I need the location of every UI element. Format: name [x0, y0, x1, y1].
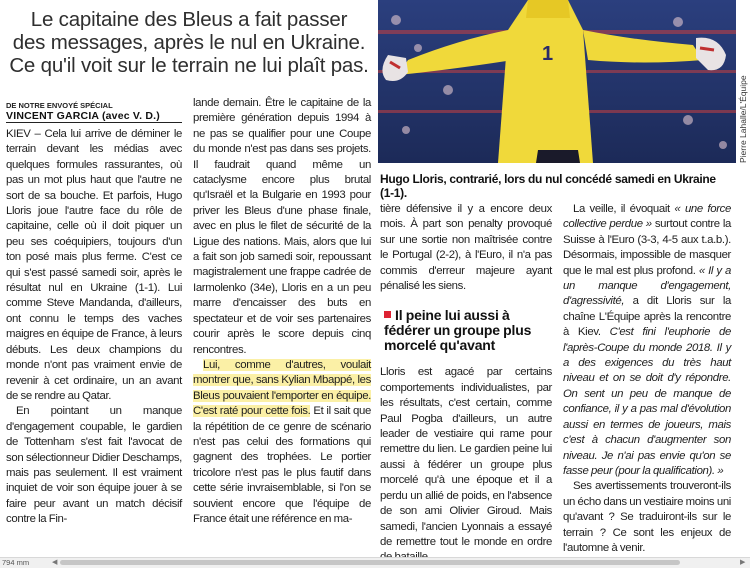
article-column-3	[380, 202, 552, 566]
paragraph: lande demain. Être le capitaine de la première génération depuis 1994 à ne pas se qualifier pour une Coupe du monde n'est pas dans ses projets. Il faudrait quand même un cataclysme encore plus brutal qu'Israël et la Bulgarie en 1993 pour priver les Bleus d'une phase finale, avec en plus le filet de sécurité de la Ligue des nations. Mais, alors que lui a fait son job samedi soir, repoussant magistralement une frappe cadrée de Iarmolenko (34e), Lloris en a un peu marre d'encaisser des buts en spectateur et de voir ses partenaires courir après le score depuis cinq rencontres.	[193, 97, 371, 356]
paragraph	[563, 202, 731, 479]
goalkeeper-image	[378, 0, 736, 163]
photo-caption	[380, 172, 730, 200]
headline-line-1: Le capitaine des Bleus a fait passer	[30, 8, 348, 31]
subheading-text: Il peine lui aussi à fédérer un groupe plus morcelé qu'avant	[384, 307, 532, 354]
headline-line-2: des messages, après le nul en Ukraine.	[12, 31, 366, 54]
caption-text: Hugo Lloris, contrarié, lors du nul concédé samedi en Ukraine (1-1).	[380, 172, 716, 200]
paragraph: Lloris est agacé par certains comportements individualistes, par les résultats, c'est certain, comme Paul Pogba d'ailleurs, un autre leader de vestiaire qui rame pour remettre du lien. Le gardien peine lui aussi à fédérer un groupe plus morcelé qu'à une époque et il a perdu un allié de poids, en l'absence de son ami Olivier Giroud. Mais samedi, l'ancien Lyonnais a essayé de remettre tout le monde en ordre	[380, 366, 552, 548]
byline-rule	[6, 122, 182, 123]
text-run: a dit Lloris sur la chaîne L'Équipe après la rencontre à Kiev.	[563, 295, 731, 339]
scroll-left-icon[interactable]: ◀	[52, 559, 58, 566]
article-column-1	[6, 127, 182, 528]
highlighted-text[interactable]: Lui, comme d'autres, voulait montrer que, sans Kylian Mbappé, les Bleus pouvaient l'emporter en équipe. C'est raté pour cette fois.	[193, 358, 371, 418]
paragraph: En pointant un manque d'engagement coupable, le gardien de Tottenham s'est fait l'avocat de son sélectionneur Didier Deschamps, mais pas seulement. Il est vraiment inquiet de voir son équipe jouer à se faire peur avant un match décisif contre la Fin-	[6, 405, 182, 526]
article-column-2	[193, 96, 371, 527]
byline-label: DE NOTRE ENVOYÉ SPÉCIAL	[6, 101, 113, 110]
subheading	[380, 308, 552, 353]
scroll-right-icon[interactable]: ▶	[740, 559, 746, 566]
article-column-4	[563, 202, 731, 556]
subhead-marker-icon	[384, 311, 391, 318]
paragraph: Ses avertissements trouveront-ils un écho dans un vestiaire moins uni qu'avant ? Se traduiront-ils sur le terrain ? Ce sont les enjeux de l'automne à venir.	[563, 480, 731, 554]
quote: « une force collective perdue »	[563, 203, 732, 231]
headline	[6, 8, 372, 77]
scrollbar-thumb[interactable]	[60, 560, 680, 565]
headline-line-3: Ce qu'il voit sur le terrain ne lui plaît pas.	[9, 54, 369, 77]
paragraph-rest: Et il sait que la répétition de ce genre de scénario n'est pas celui des formations qui gagnent des trophées. Le portier tricolore n'est pas le plus fautif dans cette série invraisemblable, si l'on se souvient encore que l'équipe de France était une référence en ma-	[193, 405, 371, 525]
svg-text:1: 1	[542, 43, 554, 65]
text-run: surtout contre la Suisse à l'Euro (3-3, 4-5 aux t.a.b.). Désormais, impossible de masquer que le mal est plus profond.	[563, 218, 731, 277]
paragraph: KIEV – Cela lui arrive de déminer le terrain devant les médias avec quelques formules rassurantes, où pas un mot plus haut que l'autre ne sort de sa bouche. Et parfois, Hugo Lloris joue l'autre face du rôle de capitaine, celle où il doit piquer un peu ses coéquipiers, toujours d'un ton posé mais plus ferme. C'est ce qui s'est passé samedi soir, après le résultat nul en Ukraine (1-1). Lui comme Steve Mandanda, d'ailleurs, ont connu le temps des vaches maigres en équipe de France, à leurs débuts. Les deux champions du monde n'ont pas vraiment envie de revenir à cet ordinaire, un an avant de se rendre au Qatar.	[6, 128, 182, 402]
paragraph: tière défensive il y a encore deux mois. À part son penalty provoqué sur une sortie non maîtrisée contre le Portugal (2-2), à l'Euro, il n'a pas commis d'erreur majeure ayant pénalisé les siens.	[380, 203, 552, 293]
quote: C'est fini l'euphorie de l'après-Coupe du monde 2018. Il y a des exigences du très haut niveau et on se doit d'y répondre. On sent un peu de manque de confiance, il y a pas mal d'évolution aussi en termes de joueurs, mais c'est à chacun d'augmenter son niveau. Je n'ai pas envie qu'on se fasse peur (pour la qualification). »	[563, 326, 731, 477]
byline-author: VINCENT GARCIA (avec V. D.)	[6, 110, 160, 122]
text-run: La veille, il évoquait	[573, 203, 675, 215]
quote: « Il y a un manque d'engagement, d'agressivité,	[563, 264, 731, 308]
page-width-readout: 794 mm	[2, 558, 30, 567]
paragraph-highlighted	[193, 358, 371, 527]
article-photo	[378, 0, 736, 163]
